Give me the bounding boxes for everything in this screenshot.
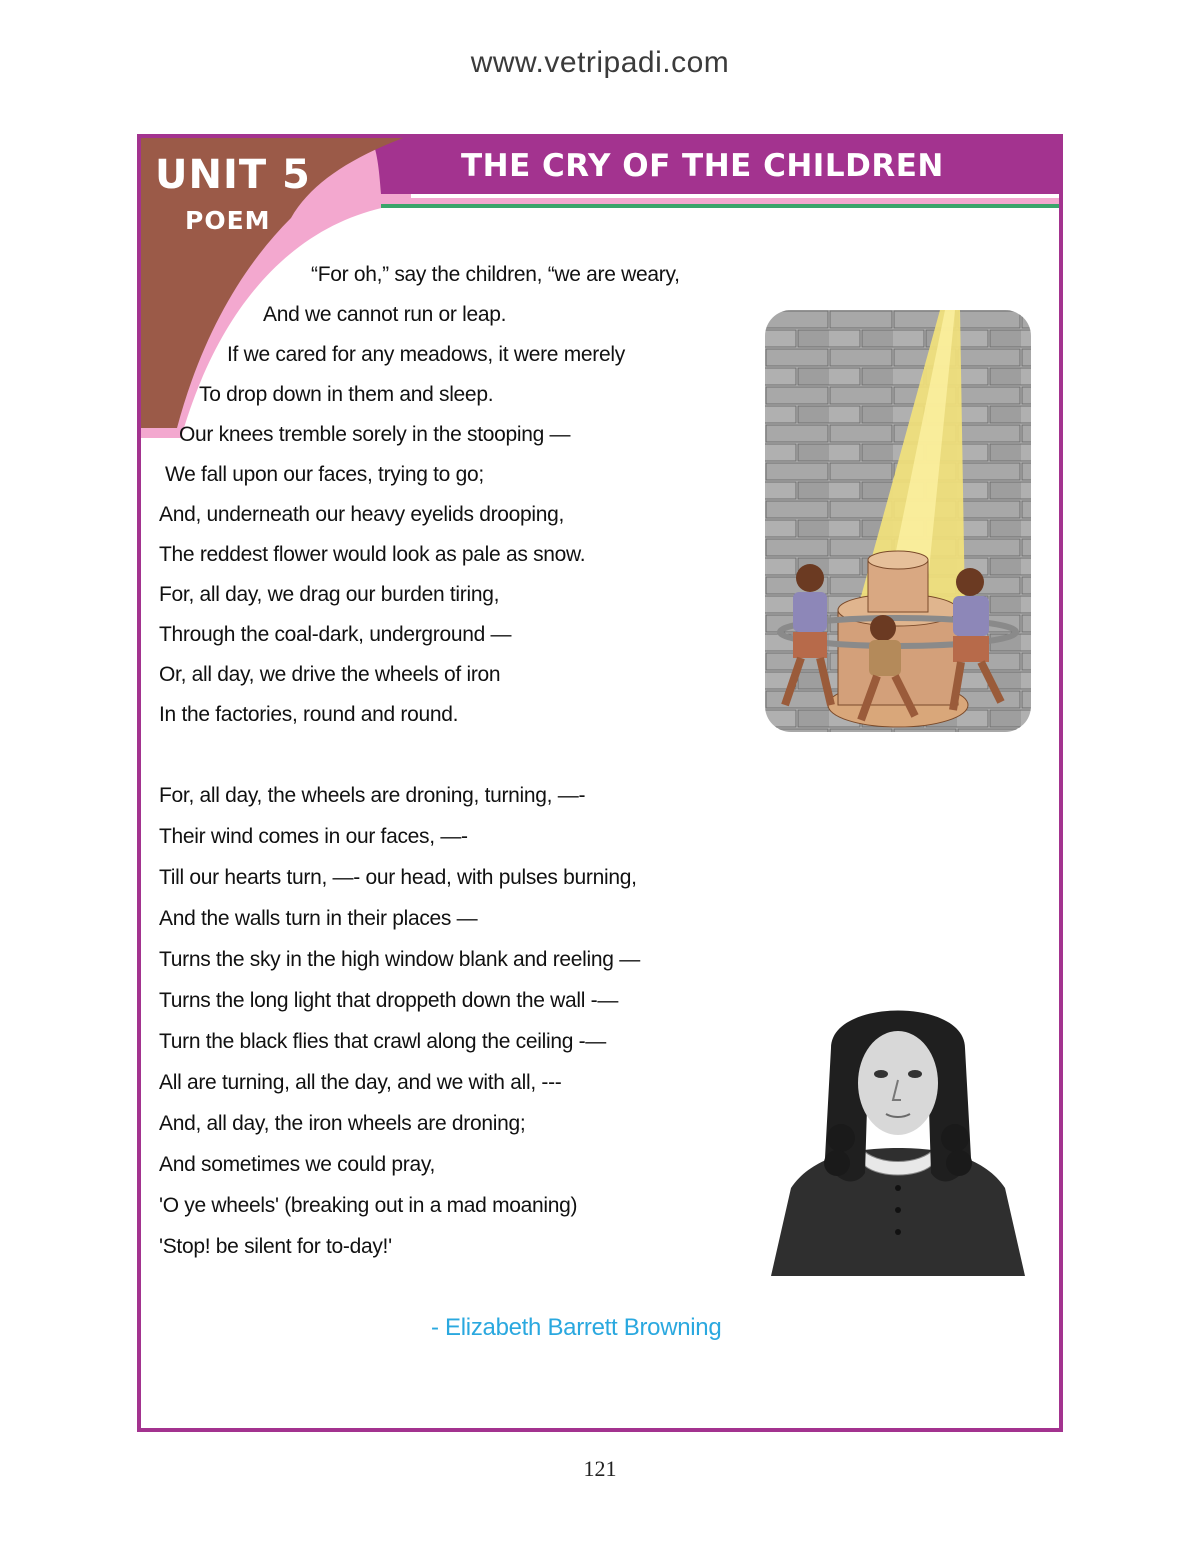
page-frame: [137, 134, 1063, 1432]
poem-line: For, all day, we drag our burden tiring,: [159, 583, 500, 606]
poem-line: Turn the black flies that crawl along the ceiling -—: [159, 1030, 607, 1053]
poem-line: Our knees tremble sorely in the stooping —: [179, 423, 571, 446]
poem-line: And the walls turn in their places —: [159, 907, 478, 930]
poem-line: And sometimes we could pray,: [159, 1153, 436, 1176]
poem-line: 'O ye wheels' (breaking out in a mad moaning): [159, 1194, 578, 1217]
page-title: THE CRY OF THE CHILDREN: [461, 148, 944, 184]
poem-line: The reddest flower would look as pale as snow.: [159, 543, 586, 566]
poem-line: If we cared for any meadows, it were merely: [227, 343, 625, 366]
category-label: POEM: [185, 206, 271, 235]
poem-line: “For oh,” say the children, “we are weary,: [311, 263, 680, 286]
poem-line: Turns the sky in the high window blank and reeling —: [159, 948, 640, 971]
unit-label: UNIT 5: [155, 152, 311, 198]
children-wheel-illustration: [765, 310, 1031, 732]
poem-line: In the factories, round and round.: [159, 703, 459, 726]
site-url[interactable]: www.vetripadi.com: [470, 46, 730, 79]
poem-line: For, all day, the wheels are droning, turning, —-: [159, 784, 586, 807]
poem-line: And, underneath our heavy eyelids drooping,: [159, 503, 565, 526]
poem-line: All are turning, all the day, and we with all, ---: [159, 1071, 562, 1094]
poem-line: Turns the long light that droppeth down the wall -—: [159, 989, 619, 1012]
poem-line: Through the coal-dark, underground —: [159, 623, 512, 646]
poet-portrait: [771, 988, 1025, 1276]
poem-line: To drop down in them and sleep.: [199, 383, 494, 406]
poem-line: We fall upon our faces, trying to go;: [165, 463, 484, 486]
poem-line: Or, all day, we drive the wheels of iron: [159, 663, 501, 686]
poem-line: And we cannot run or leap.: [263, 303, 507, 326]
poem-line: Till our hearts turn, —- our head, with pulses burning,: [159, 866, 637, 889]
poem-author: - Elizabeth Barrett Browning: [431, 1314, 722, 1341]
poem-line: And, all day, the iron wheels are droning;: [159, 1112, 526, 1135]
page-number: 121: [583, 1456, 617, 1481]
poem-line: Their wind comes in our faces, —-: [159, 825, 468, 848]
poem-line: 'Stop! be silent for to-day!': [159, 1235, 392, 1258]
green-stripe: [381, 204, 1059, 208]
